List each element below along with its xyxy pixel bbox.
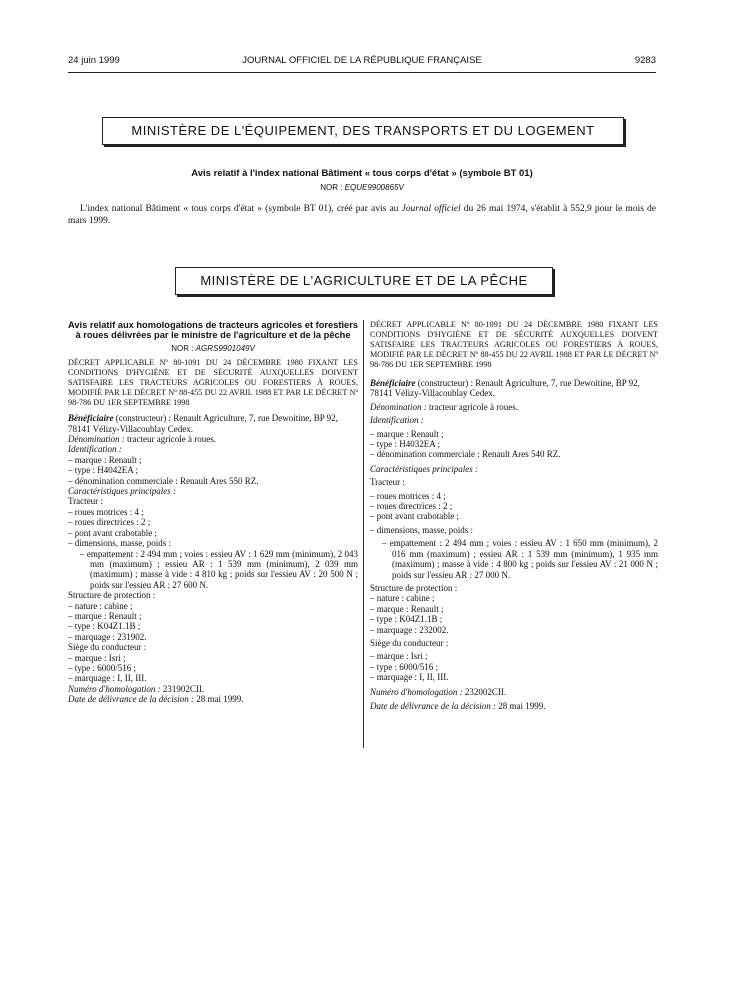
right-identification-item: – type : H4032EA ;	[370, 439, 440, 450]
left-identification-item: – type : H4042EA ;	[68, 465, 138, 476]
left-tracteur-item: – roues directrices : 2 ;	[68, 517, 151, 528]
left-date-value: 28 mai 1999.	[193, 694, 244, 705]
left-tracteur-label: Tracteur :	[68, 496, 103, 507]
right-siege-label: Siège du conducteur :	[370, 637, 449, 648]
right-dimensions: – empattement : 2 494 mm ; voies : essieu AV : 1 650 mm (minimum), 2 016 mm (maximum) ; essieu AR : 1 539 mm (minimum), 1 935 mm (maximum) ; masse à vide : 4 800 kg ; poids sur l'essieu AV : 21 000 N ; poids sur l'essieu AR : 27 000 N.	[382, 538, 658, 580]
left-beneficiaire-text: (constructeur) : Renault Agriculture, 7, rue Dewoitine, BP 92, 78141 Vélizy-Villacoublay Cedex.	[68, 413, 338, 434]
right-tracteur-label: Tracteur :	[370, 477, 405, 488]
right-structure-item: – marquage : 232002.	[370, 624, 449, 635]
right-structure-item: – type : K04Z1.1B ;	[370, 614, 443, 625]
avis1-title: Avis relatif à l'index national Bâtiment « tous corps d'état » (symbole BT 01)	[191, 168, 533, 179]
right-homologation-value: 232002CII.	[462, 686, 507, 697]
left-tracteur-item: – pont avant crabotable ;	[68, 527, 157, 538]
avis1-nor	[68, 183, 656, 192]
right-tracteur-item: – pont avant crabotable ;	[370, 511, 459, 522]
left-date-delivrance	[68, 694, 358, 704]
avis1-body	[68, 204, 656, 227]
left-siege-label: Siège du conducteur :	[68, 642, 147, 653]
right-tracteur-item: – dimensions, masse, poids :	[370, 524, 473, 535]
right-beneficiaire	[370, 378, 658, 399]
right-beneficiaire-text: (constructeur) : Renault Agriculture, 7, rue Dewoitine, BP 92, 78141 Vélizy-Villacoublay Cedex.	[370, 378, 640, 399]
right-denomination-label: Dénomination :	[370, 401, 427, 412]
left-decret: DÉCRET APPLICABLE Nº 80-1091 DU 24 DÉCEMBRE 1980 FIXANT LES CONDITIONS D'HYGIÈNE ET DE SÉCURITÉ AUXQUELLES DOIVENT SATISFAIRE LES TRACTEURS AGRICOLES OU FORESTIERS À ROUES, MODIFIÉ PAR LE DÉCRET Nº 88-455 DU 22 AVRIL 1988 ET PAR LE DÉCRET Nº 98-786 DU 1ER SEPTEMBRE 1998	[68, 358, 358, 408]
column-separator	[363, 320, 364, 748]
left-structure-label: Structure de protection :	[68, 590, 156, 601]
header-rule	[68, 72, 656, 73]
right-structure-item: – nature : cabine ;	[370, 593, 435, 604]
avis2-nor-label: NOR :	[171, 343, 194, 353]
right-siege-item: – marquage : I, II, III.	[370, 672, 449, 683]
avis1-body-journal: Journal officiel	[401, 204, 461, 214]
left-homologation-value: 231902CII.	[160, 683, 205, 694]
left-siege-item: – marquage : I, II, III.	[68, 673, 147, 684]
header-date: 24 juin 1999	[68, 55, 120, 66]
right-date-label: Date de délivrance de la décision :	[370, 700, 496, 711]
left-tracteur-item: – roues motrices : 4 ;	[68, 506, 144, 517]
left-structure-item: – marque : Renault ;	[68, 610, 142, 621]
left-homologation	[68, 684, 358, 694]
page-header	[68, 55, 656, 69]
right-identification-label: Identification :	[370, 415, 424, 426]
left-dimensions: – empattement : 2 494 mm ; voies : essieu AV : 1 629 mm (minimum), 2 043 mm (maximum) ; essieu AR : 1 539 mm (minimum), 2 039 mm (maximum) ; masse à vide : 4 810 kg ; poids sur l'essieu AV : 20 500 N ; poids sur l'essieu AR : 27 600 N.	[80, 548, 358, 590]
avis2-nor	[68, 344, 358, 354]
right-denomination	[370, 402, 658, 412]
left-identification-item: – marque : Renault ;	[68, 454, 142, 465]
right-decret: DÉCRET APPLICABLE Nº 80-1091 DU 24 DÉCEMBRE 1980 FIXANT LES CONDITIONS D'HYGIÈNE ET DE SÉCURITÉ AUXQUELLES DOIVENT SATISFAIRE LES TRACTEURS AGRICOLES OU FORESTIERS À ROUES, MODIFIÉ PAR LE DÉCRET Nº 88-455 DU 22 AVRIL 1988 ET PAR LE DÉCRET Nº 98-786 DU 1ER SEPTEMBRE 1998	[370, 320, 658, 369]
left-structure-item: – type : K04Z1.1B ;	[68, 621, 141, 632]
right-structure-item: – marque : Renault ;	[370, 603, 444, 614]
right-caracteristiques-label: Caractéristiques principales :	[370, 463, 478, 474]
right-tracteur-item: – roues directrices : 2 ;	[370, 501, 453, 512]
right-denomination-text: tracteur agricole à roues.	[426, 401, 518, 412]
right-date-delivrance	[370, 701, 658, 711]
right-structure-label: Structure de protection :	[370, 582, 458, 593]
right-siege-item: – type : 6000/516 ;	[370, 661, 438, 672]
left-denomination-label: Dénomination :	[68, 434, 125, 445]
header-page-number: 9283	[634, 55, 656, 66]
left-structure-item: – nature : cabine ;	[68, 600, 133, 611]
ministry-agriculture-box: MINISTÈRE DE L'AGRICULTURE ET DE LA PÊCHE	[175, 267, 553, 295]
left-denomination-text: tracteur agricole à roues.	[124, 434, 216, 445]
left-denomination	[68, 434, 358, 444]
left-siege-item: – type : 6000/516 ;	[68, 662, 136, 673]
left-homologation-label: Numéro d'homologation :	[68, 683, 161, 694]
right-identification-item: – dénomination commerciale : Renault Ares 540 RZ.	[370, 449, 561, 460]
left-date-label: Date de délivrance de la décision :	[68, 694, 194, 705]
avis1-nor-code: EQUE9900865V	[344, 183, 404, 192]
right-homologation-label: Numéro d'homologation :	[370, 686, 463, 697]
left-structure-item: – marquage : 231902.	[68, 631, 147, 642]
avis1-nor-label: NOR :	[320, 183, 343, 192]
left-identification-item: – dénomination commerciale : Renault Ares 550 RZ.	[68, 475, 259, 486]
right-homologation	[370, 687, 658, 697]
left-beneficiaire	[68, 413, 358, 434]
ministry-equipement-box: MINISTÈRE DE L'ÉQUIPEMENT, DES TRANSPORTS ET DU LOGEMENT	[102, 117, 624, 145]
right-siege-item: – marque : Isri ;	[370, 651, 428, 662]
avis2-nor-code: AGRS9901049V	[195, 343, 255, 353]
right-column	[370, 320, 658, 711]
left-identification-label: Identification :	[68, 444, 122, 455]
avis2-title: Avis relatif aux homologations de tracteurs agricoles et forestiers à roues délivrées par le ministre de l'agriculture et de la pêche	[68, 320, 359, 341]
avis1-body-part2: du 26 mai 1974, s'établit à 552,9 pour le mois de mars 1999.	[68, 204, 656, 226]
header-journal-title: JOURNAL OFFICIEL DE LA RÉPUBLIQUE FRANÇAISE	[242, 55, 482, 66]
left-beneficiaire-label: Bénéficiaire	[68, 413, 114, 424]
right-tracteur-item: – roues motrices : 4 ;	[370, 490, 446, 501]
right-beneficiaire-label: Bénéficiaire	[370, 378, 416, 388]
avis1-body-part1: L'index national Bâtiment « tous corps d'état » (symbole BT 01), créé par avis au	[80, 204, 402, 214]
left-column	[68, 320, 358, 705]
left-tracteur-item: – dimensions, masse, poids :	[68, 538, 171, 549]
right-identification-item: – marque : Renault ;	[370, 428, 444, 439]
right-date-value: 28 mai 1999.	[495, 700, 546, 711]
left-siege-item: – marque : Isri ;	[68, 652, 126, 663]
left-caracteristiques-label: Caractéristiques principales :	[68, 486, 176, 497]
